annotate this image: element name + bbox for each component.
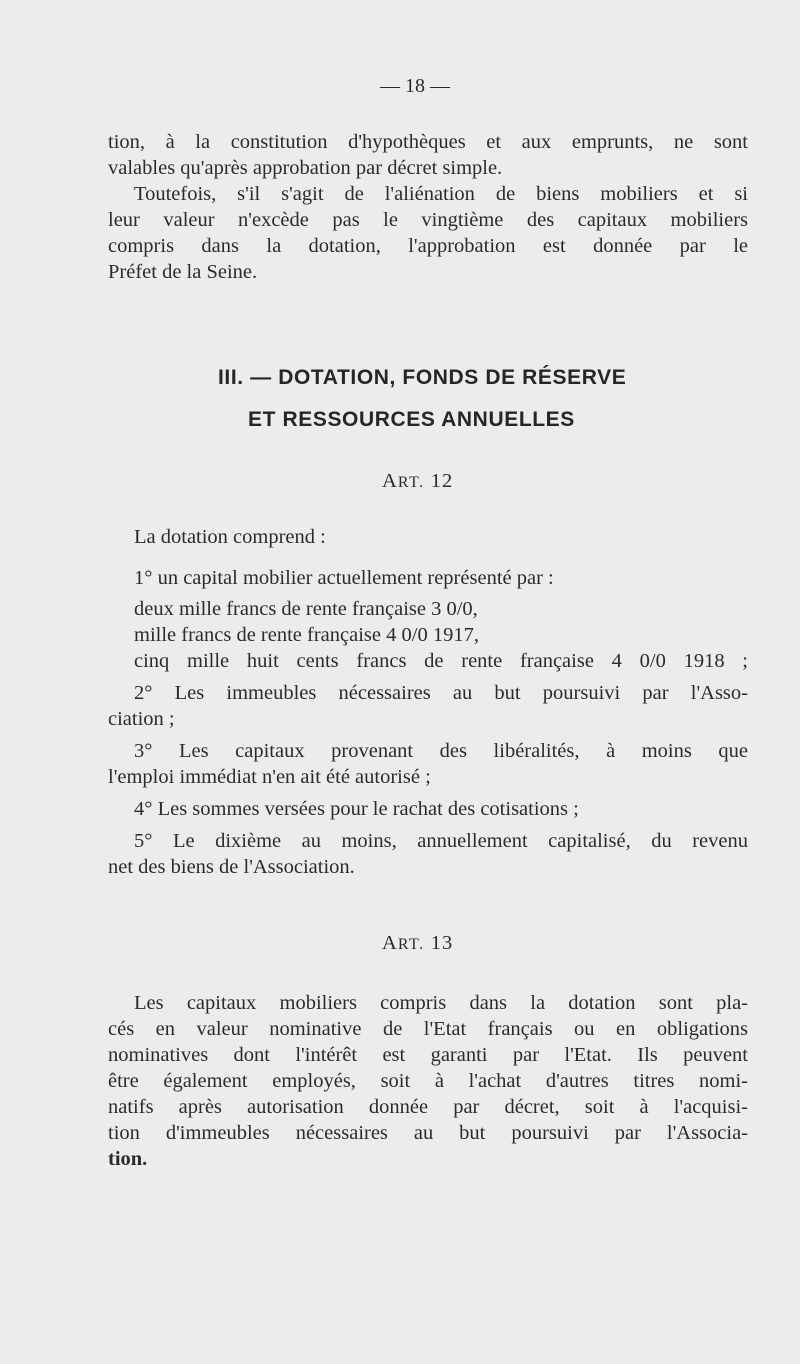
article-number: 13 (430, 932, 454, 954)
body-line: compris dans la dotation, l'approbation est donnée par le (108, 235, 748, 257)
list-item: 3° Les capitaux provenant des libéralités, à moins que (134, 740, 748, 762)
body-line: être également employés, soit à l'achat d'autres titres nomi- (108, 1070, 748, 1092)
body-line: Préfet de la Seine. (108, 261, 258, 283)
list-item: 4° Les sommes versées pour le rachat des cotisations ; (134, 798, 579, 820)
list-subitem: cinq mille huit cents francs de rente française 4 0/0 1918 ; (134, 650, 748, 672)
list-item: l'emploi immédiat n'en ait été autorisé ; (108, 766, 431, 788)
list-item: 1° un capital mobilier actuellement représenté par : (134, 567, 554, 589)
body-line: La dotation comprend : (134, 526, 326, 548)
body-line: tion. (108, 1148, 148, 1170)
list-subitem: mille francs de rente française 4 0/0 1917, (134, 624, 479, 646)
body-line: tion d'immeubles nécessaires au but poursuivi par l'Associa- (108, 1122, 748, 1144)
section-heading: ET RESSOURCES ANNUELLES (248, 408, 575, 431)
article-heading (382, 930, 453, 958)
body-line: valables qu'après approbation par décret simple. (108, 157, 503, 179)
list-item: 5° Le dixième au moins, annuellement capitalisé, du revenu (134, 830, 748, 852)
article-prefix-smallcaps: RT. (397, 936, 425, 953)
page-number: — 18 — (380, 75, 450, 97)
article-heading (382, 468, 453, 496)
list-item: net des biens de l'Association. (108, 856, 355, 878)
body-line: leur valeur n'excède pas le vingtième des capitaux mobiliers (108, 209, 748, 231)
article-prefix-initial: A (382, 470, 398, 492)
body-line: Toutefois, s'il s'agit de l'aliénation de biens mobiliers et si (134, 183, 748, 205)
article-prefix-smallcaps: RT. (397, 474, 425, 491)
article-prefix-initial: A (382, 932, 398, 954)
body-line: Les capitaux mobiliers compris dans la dotation sont pla- (134, 992, 748, 1014)
section-heading: III. — DOTATION, FONDS DE RÉSERVE (218, 366, 627, 389)
article-number: 12 (430, 470, 454, 492)
list-item: 2° Les immeubles nécessaires au but poursuivi par l'Asso- (134, 682, 748, 704)
body-line: cés en valeur nominative de l'Etat français ou en obligations (108, 1018, 748, 1040)
list-item: ciation ; (108, 708, 175, 730)
list-subitem: deux mille francs de rente française 3 0/0, (134, 598, 478, 620)
body-line: natifs après autorisation donnée par décret, soit à l'acquisi- (108, 1096, 748, 1118)
body-line: nominatives dont l'intérêt est garanti par l'Etat. Ils peuvent (108, 1044, 748, 1066)
body-line: tion, à la constitution d'hypothèques et aux emprunts, ne sont (108, 131, 748, 153)
